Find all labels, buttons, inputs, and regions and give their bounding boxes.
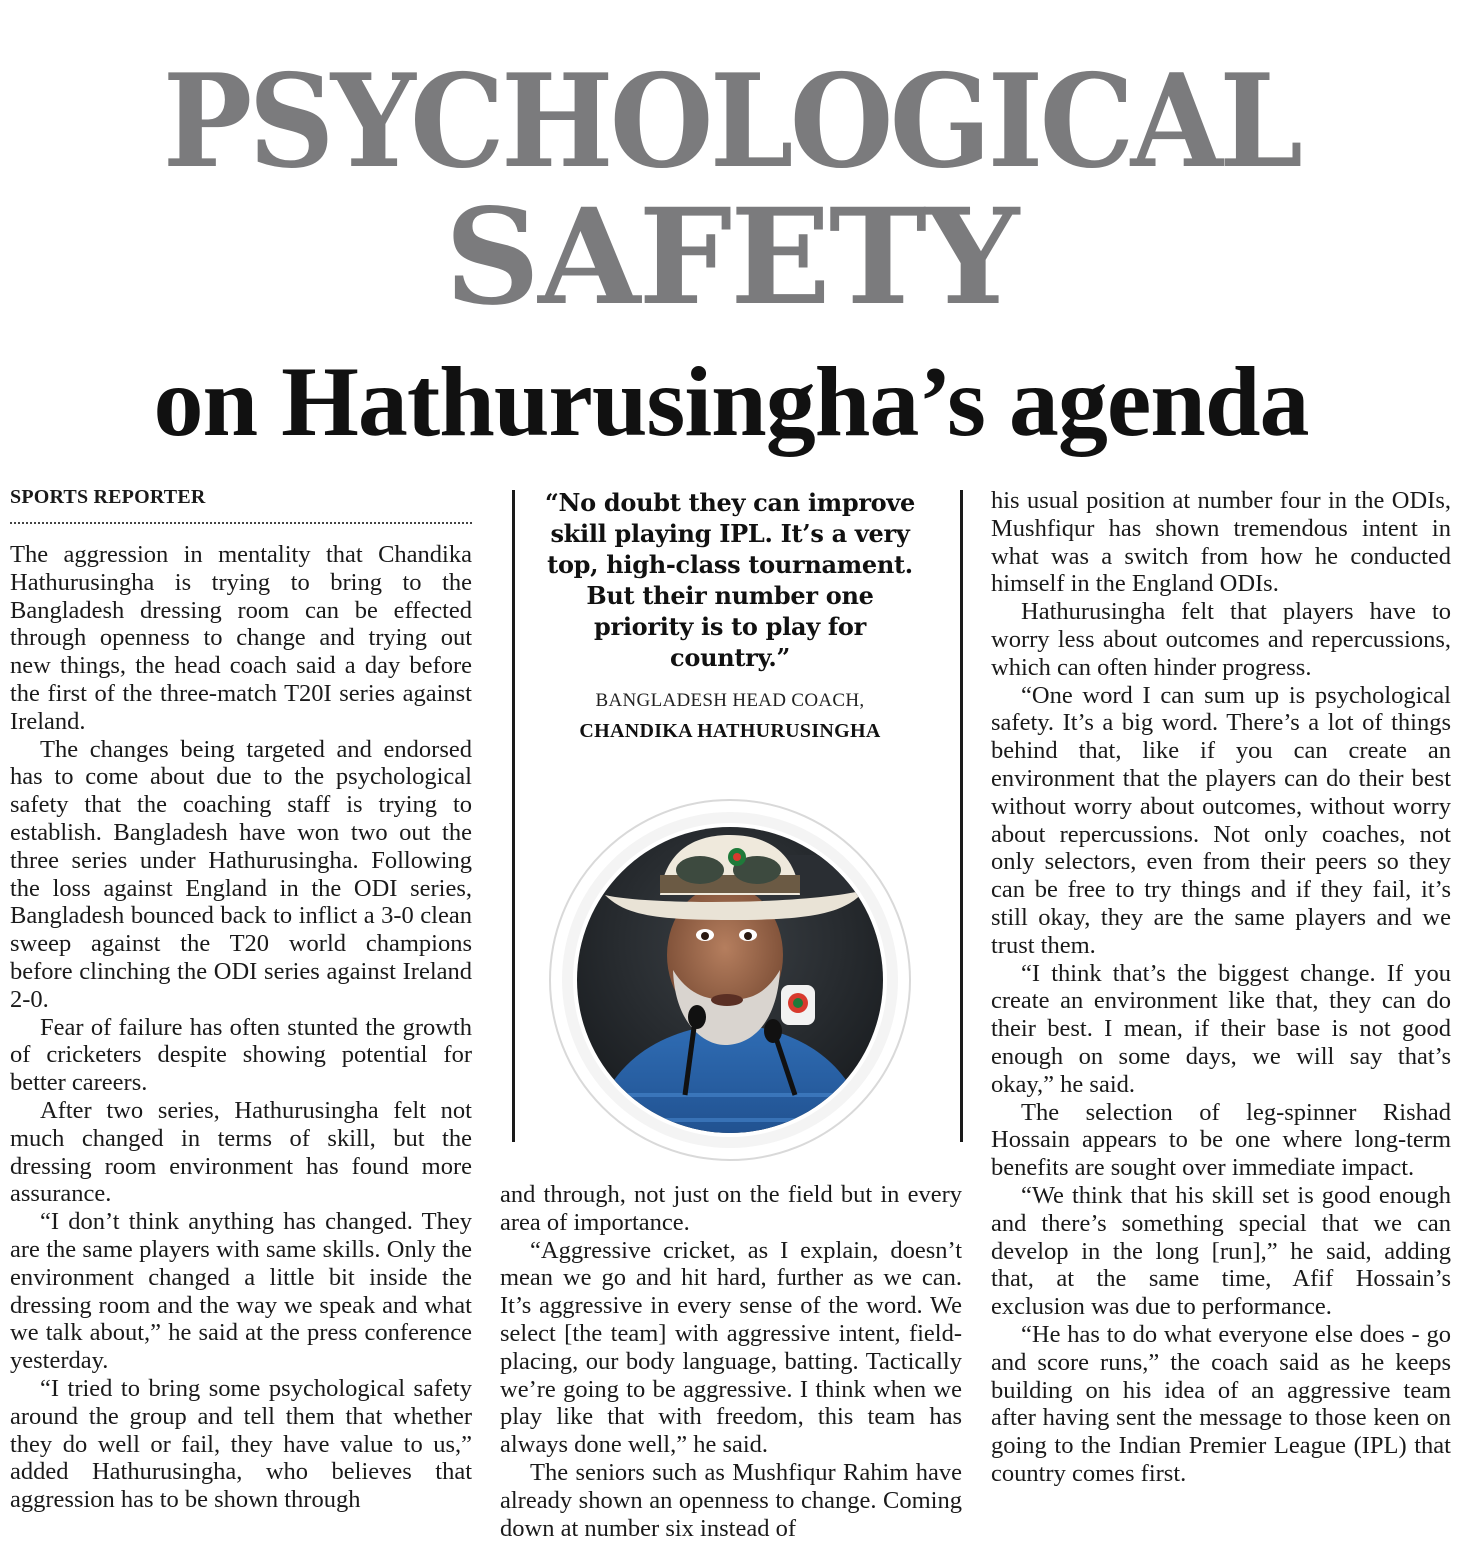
paragraph: his usual position at number four in the ODIs, Mushfiqur has shown tremendous intent in what was a switch from how he conducted himself in the England ODIs. [991, 487, 1451, 598]
paragraph: The changes being targeted and endorsed has to come about due to the psychological safety that the coaching staff is trying to establish. Bangladesh have won two out the three series under Hathurusingha. Following the loss against England in the ODI series, Bangladesh bounced back to inflict a 3-0 clean sweep against the T20 world champions before clinching the ODI series against Ireland 2-0. [10, 735, 472, 1013]
quote-attribution-role: BANGLADESH HEAD COACH, [595, 690, 865, 711]
paragraph: “I think that’s the biggest change. If you create an environment like that, they can do their best. I mean, if their base is not good enough on some days, we will say that’s okay,” he said. [991, 959, 1451, 1098]
column-middle [500, 1181, 962, 1542]
paragraph: “Aggressive cricket, as I explain, doesn’t mean we go and hit hard, further as we can. It’s aggressive in every sense of the word. We select [the team] with aggressive intent, field-placing, our body language, batting. Tactically we’re going to be aggressive. I think when we play like that with freedom, this team has always done well,” he said. [500, 1236, 962, 1459]
paragraph: Fear of failure has often stunted the growth of cricketers despite showing potential for better careers. [10, 1013, 472, 1097]
headline-line-2: SAFETY [444, 180, 1018, 335]
column-left [10, 541, 472, 1514]
paragraph: “One word I can sum up is psychological safety. It’s a big word. There’s a lot of things behind that, like if you can create an environment that the players can do their best without worry about outcomes, without worry about repercussions. Not only coaches, not only selectors, even from their peers so they can be free to try things and if they fail, it’s still okay, they are the same players and we trust them. [991, 681, 1451, 959]
paragraph: and through, not just on the field but in every area of importance. [500, 1181, 962, 1236]
headline-line-1: PSYCHOLOGICAL [162, 47, 1300, 197]
column-right [991, 487, 1451, 1488]
paragraph: The seniors such as Mushfiqur Rahim have already shown an openness to change. Coming down at number six instead of [500, 1458, 962, 1542]
headline-subtitle: on Hathurusingha’s agenda [153, 346, 1309, 457]
paragraph: After two series, Hathurusingha felt not much changed in terms of skill, but the dressing room environment has found more assurance. [10, 1096, 472, 1208]
column-divider [960, 490, 963, 1142]
pull-quote: “No doubt they can improve skill playing IPL. It’s a very top, high-class tournament. But their number one priority is to play for country.” [545, 488, 916, 672]
paragraph: “I don’t think anything has changed. They are the same players with same skills. Only the environment changed a little bit inside the dressing room and the way we speak and what we talk about,” he said at the press conference yesterday. [10, 1208, 472, 1375]
byline: SPORTS REPORTER [10, 486, 206, 508]
paragraph: The selection of leg-spinner Rishad Hossain appears to be one where long-term benefits are sought over immediate impact. [991, 1098, 1451, 1182]
paragraph: The aggression in mentality that Chandika Hathurusingha is trying to bring to the Bangladesh dressing room can be effected through openness to change and trying out new things, the head coach said a day before the first of the three-match T20I series against Ireland. [10, 541, 472, 735]
paragraph: Hathurusingha felt that players have to worry less about outcomes and repercussions, which can often hinder progress. [991, 598, 1451, 681]
coach-portrait-image [545, 795, 915, 1165]
column-divider [512, 490, 515, 1142]
byline-divider [10, 522, 472, 524]
coach-portrait-photo [545, 795, 915, 1165]
paragraph: “I tried to bring some psychological safety around the group and tell them that whether they do well or fail, they have value to us,” added Hathurusingha, who believes that aggression has to be shown through [10, 1374, 472, 1514]
paragraph: “He has to do what everyone else does - go and score runs,” the coach said as he keeps building on his idea of an aggressive team after having sent the message to those keen on going to the Indian Premier League (IPL) that country comes first. [991, 1320, 1451, 1487]
quote-attribution-name: CHANDIKA HATHURUSINGHA [579, 720, 881, 742]
paragraph: “We think that his skill set is good enough and there’s something special that we can develop in the long [run],” he said, adding that, at the same time, Afif Hossain’s exclusion was due to performance. [991, 1181, 1451, 1321]
